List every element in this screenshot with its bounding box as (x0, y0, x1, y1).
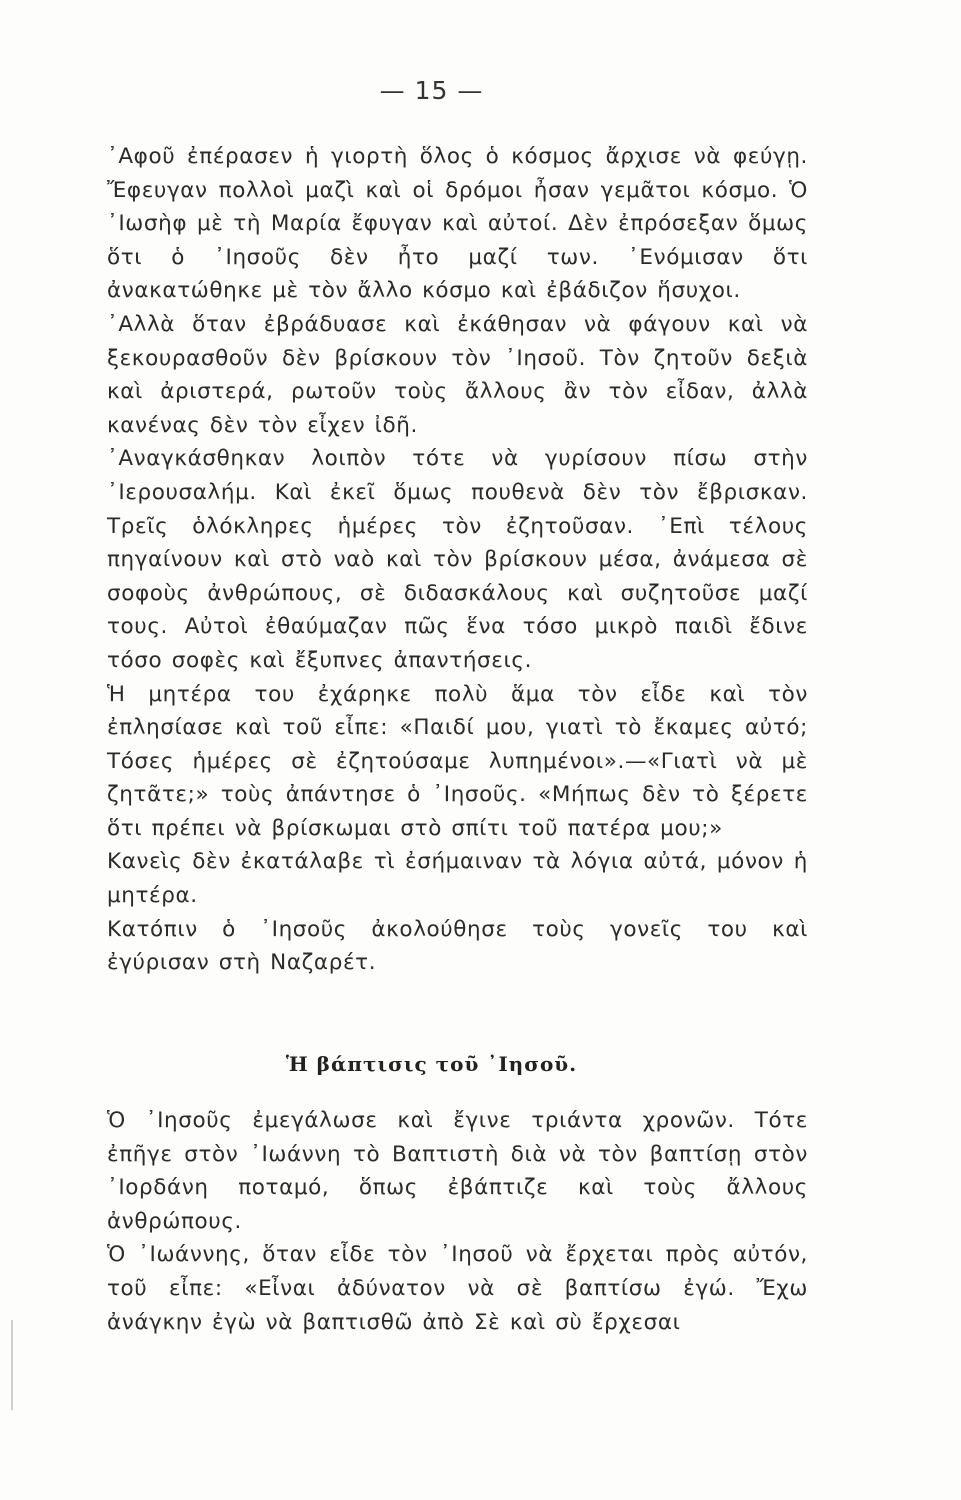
page-number: — 15 — (379, 76, 484, 105)
paragraph: ᾿Αλλὰ ὅταν ἐβράδυασε καὶ ἐκάθησαν νὰ φάγουν καὶ νὰ ξεκουρασθοῦν δὲν βρίσκουν τὸν ᾿Ιησοῦ. Τὸν ζητοῦν δεξιὰ καὶ ἀριστερά, ρωτοῦν τοὺς ἄλλους ἂν τὸν εἶδαν, ἀλλὰ κανένας δὲν τὸν εἶχεν ἰδῆ. (107, 311, 808, 438)
section-two-body (107, 1104, 808, 1339)
page-edge-mark (11, 1320, 13, 1410)
paragraph: Ἡ μητέρα του ἐχάρηκε πολὺ ἅμα τὸν εἶδε καὶ τὸν ἐπλησίασε καὶ τοῦ εἶπε: «Παιδί μου, γιατὶ τὸ ἔκαμες αὐτό; Τόσες ἡμέρες σὲ ἐζητούσαμε λυπημένοι».—«Γιατὶ νὰ μὲ ζητᾶτε;» τοὺς ἀπάντησε ὁ ᾿Ιησοῦς. «Μήπως δὲν τὸ ξέρετε ὅτι πρέπει νὰ βρίσκωμαι στὸ σπίτι τοῦ πατέρα μου;» (107, 681, 808, 841)
paragraph: ᾿Αναγκάσθηκαν λοιπὸν τότε νὰ γυρίσουν πίσω στὴν ᾿Ιερουσαλήμ. Καὶ ἐκεῖ ὅμως πουθενὰ δὲν τὸν ἔβρισκαν. Τρεῖς ὁλόκληρες ἡμέρες τὸν ἐζητοῦσαν. ᾿Επὶ τέλους πηγαίνουν καὶ στὸ ναὸ καὶ τὸν βρίσκουν μέσα, ἀνάμεσα σὲ σοφοὺς ἀνθρώπους, σὲ διδασκάλους καὶ συζητοῦσε μαζί τους. Αὐτοὶ ἐθαύμαζαν πῶς ἕνα τόσο μικρὸ παιδὶ ἔδινε τόσο σοφὲς καὶ ἔξυπνες ἀπαντήσεις. (107, 446, 808, 673)
paragraph: ᾿Αφοῦ ἐπέρασεν ἡ γιορτὴ ὅλος ὁ κόσμος ἄρχισε νὰ φεύγῃ. Ἔφευγαν πολλοὶ μαζὶ καὶ οἱ δρόμοι ἦσαν γεμᾶτοι κόσμο. Ὁ ᾿Ιωσὴφ μὲ τὴ Μαρία ἔφυγαν καὶ αὐτοί. Δὲν ἐπρόσεξαν ὅμως ὅτι ὁ ᾿Ιησοῦς δὲν ἦτο μαζί των. ᾿Ενόμισαν ὅτι ἀνακατώθηκε μὲ τὸν ἄλλο κόσμο καὶ ἐβάδιζον ἥσυχοι. (107, 144, 808, 304)
section-one-body (107, 140, 808, 980)
paragraph: Κανεὶς δὲν ἐκατάλαβε τὶ ἐσήμαιναν τὰ λόγια αὐτά, μόνον ἡ μητέρα. (107, 849, 808, 909)
paragraph: Ὁ ᾿Ιωάννης, ὅταν εἶδε τὸν ᾿Ιησοῦ νὰ ἔρχεται πρὸς αὐτόν, τοῦ εἶπε: «Εἶναι ἀδύνατον νὰ σὲ βαπτίσω ἐγώ. Ἔχω ἀνάγκην ἐγὼ νὰ βαπτισθῶ ἀπὸ Σὲ καὶ σὺ ἔρχεσαι (107, 1242, 808, 1335)
paragraph: Ὁ ᾿Ιησοῦς ἐμεγάλωσε καὶ ἔγινε τριάντα χρονῶν. Τότε ἐπῆγε στὸν ᾿Ιωάννη τὸ Βαπτιστὴ διὰ νὰ τὸν βαπτίσῃ στὸν ᾿Ιορδάνη ποταμό, ὅπως ἐβάπτιζε καὶ τοὺς ἄλλους ἀνθρώπους. (107, 1108, 808, 1234)
paragraph: Κατόπιν ὁ ᾿Ιησοῦς ἀκολούθησε τοὺς γονεῖς του καὶ ἐγύρισαν στὴ Ναζαρέτ. (107, 916, 808, 976)
section-heading: Ἡ βάπτισις τοῦ ᾿Ιησοῦ. (285, 1052, 578, 1076)
